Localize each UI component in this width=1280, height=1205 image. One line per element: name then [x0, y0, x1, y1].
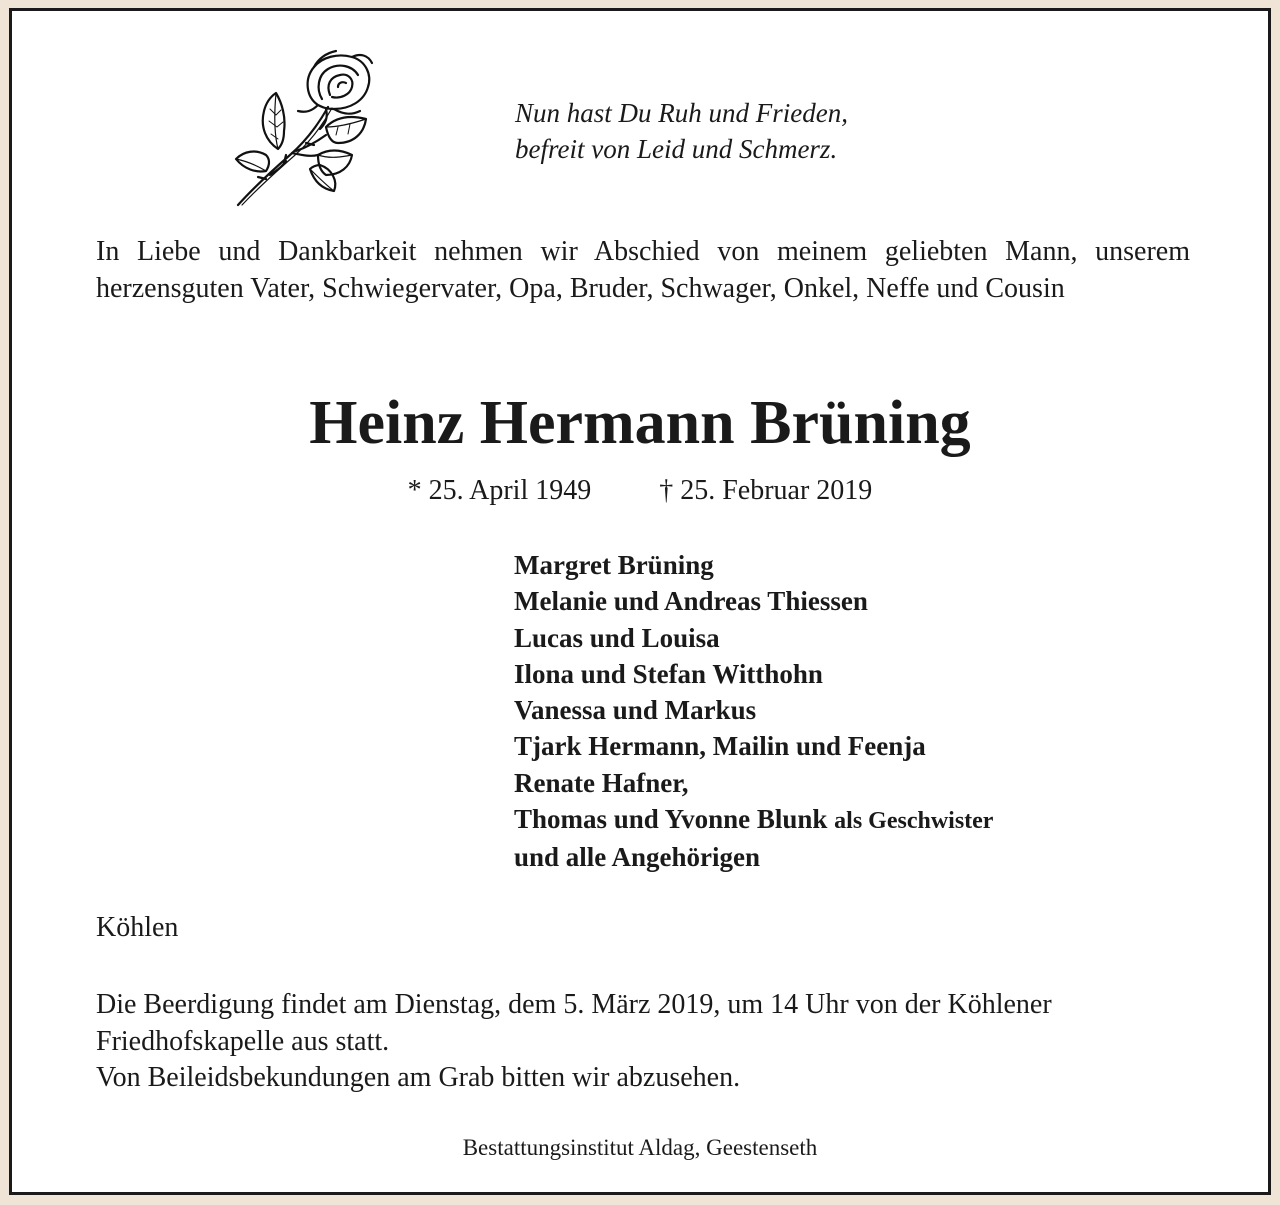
mourner-line: Tjark Hermann, Mailin und Feenja [514, 731, 926, 762]
life-dates [12, 473, 1268, 509]
condolence-note: Von Beileidsbekundungen am Grab bitten wir abzusehen. [96, 1062, 741, 1093]
mourner-line: Lucas und Louisa [514, 622, 720, 653]
funeral-info [96, 987, 1196, 1097]
motto-verse [515, 95, 848, 167]
mourner-line: Melanie und Andreas Thiessen [514, 586, 868, 617]
mourner-line: Margret Brüning [514, 550, 714, 580]
rose-icon [226, 45, 384, 211]
mourner-line: Renate Hafner, [514, 767, 689, 798]
funeral-details: Die Beerdigung findet am Dienstag, dem 5. März 2019, um 14 Uhr von der Köhlener Friedhofskapelle aus statt. [96, 989, 1052, 1057]
mourner-line: Vanessa und Markus [514, 695, 757, 726]
mourners-list [514, 547, 993, 876]
death-date: † 25. Februar 2019 [659, 475, 873, 506]
intro-text: In Liebe und Dankbarkeit nehmen wir Abschied von meinem geliebten Mann, unserem herzensguten Vater, Schwiegervater, Opa, Bruder, Schwager, Onkel, Neffe und Cousin [96, 236, 1190, 304]
siblings-role: als Geschwister [834, 808, 994, 835]
motto-line: befreit von Leid und Schmerz. [515, 134, 838, 164]
siblings-names: Thomas und Yvonne Blunk [514, 804, 828, 835]
place-name: Köhlen [96, 912, 179, 943]
funeral-director: Bestattungsinstitut Aldag, Geestenseth [462, 1135, 818, 1160]
deceased-name: Heinz Hermann Brüning [309, 389, 971, 457]
mourner-line: und alle Angehörigen [514, 842, 761, 873]
motto-line: Nun hast Du Ruh und Frieden, [515, 98, 848, 128]
obituary-notice [9, 8, 1271, 1195]
mourner-line: Ilona und Stefan Witthohn [514, 658, 823, 689]
birth-date: * 25. April 1949 [407, 475, 592, 506]
mourner-line [514, 801, 993, 839]
